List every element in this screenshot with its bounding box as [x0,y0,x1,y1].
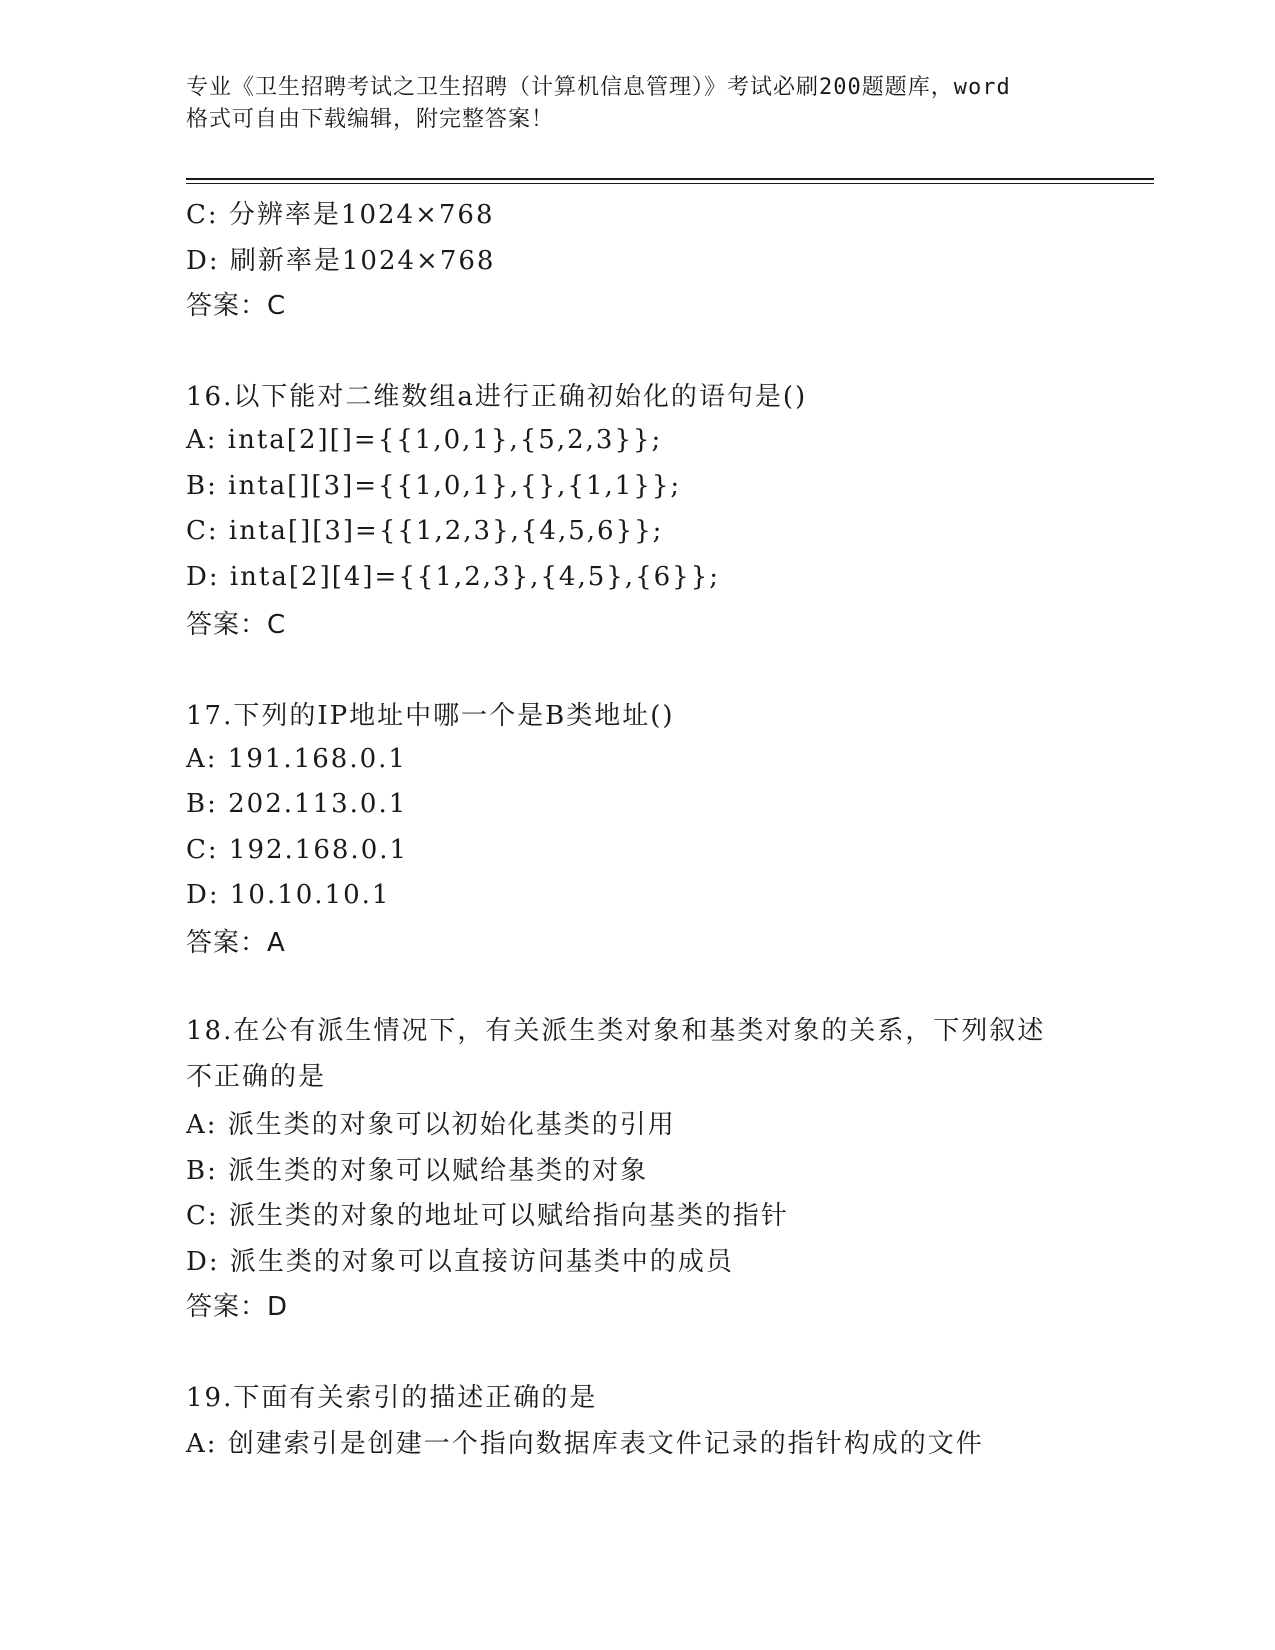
q18-answer: 答案：D [186,1292,289,1323]
q17-option-c: C: 192.168.0.1 [186,834,409,865]
q18-option-b: B: 派生类的对象可以赋给基类的对象 [186,1155,649,1186]
spacer [186,964,1146,1010]
q17-option-a: A: 191.168.0.1 [186,743,407,774]
q15-answer: 答案：C [186,291,287,322]
q17-answer: 答案：A [186,928,286,959]
q18-option-a: A: 派生类的对象可以初始化基类的引用 [186,1110,676,1141]
header-line-2: 格式可自由下载编辑，附完整答案！ [186,107,555,132]
q17-option-d: D: 10.10.10.1 [186,880,391,911]
q18-option-d: D: 派生类的对象可以直接访问基类中的成员 [186,1246,734,1277]
question-list [186,190,1146,1464]
header-rule-thin [186,183,1154,184]
q16-option-c: C: inta[][3]={{1,2,3},{4,5,6}}; [186,516,664,547]
q16-option-a: A: inta[2][]={{1,0,1},{5,2,3}}; [186,425,663,456]
q16-answer: 答案：C [186,609,287,640]
q17-option-b: B: 202.113.0.1 [186,789,408,820]
q15-option-d: D: 刷新率是1024×768 [186,245,496,276]
q18-question: 18.在公有派生情况下，有关派生类对象和基类对象的关系，下列叙述不正确的是 [186,1016,1046,1092]
q18-option-c: C: 派生类的对象的地址可以赋给指向基类的指针 [186,1201,789,1232]
q16-option-b: B: inta[][3]={{1,0,1},{},{1,1}}; [186,470,682,501]
header-line-1: 专业《卫生招聘考试之卫生招聘（计算机信息管理）》考试必刷200题题库，word [186,75,1011,100]
q16-question: 16.以下能对二维数组a进行正确初始化的语句是() [186,382,808,413]
header-rule-thick [186,178,1154,180]
q17-question: 17.下列的IP地址中哪一个是B类地址() [186,700,675,731]
document-header [186,72,1086,136]
spacer [186,645,1146,691]
spacer [186,1328,1146,1374]
q15-option-c: C: 分辨率是1024×768 [186,200,495,231]
q19-question: 19.下面有关索引的描述正确的是 [186,1383,598,1414]
spacer [186,327,1146,373]
q19-option-a: A: 创建索引是创建一个指向数据库表文件记录的指针构成的文件 [186,1428,984,1459]
q16-option-d: D: inta[2][4]={{1,2,3},{4,5},{6}}; [186,561,720,592]
